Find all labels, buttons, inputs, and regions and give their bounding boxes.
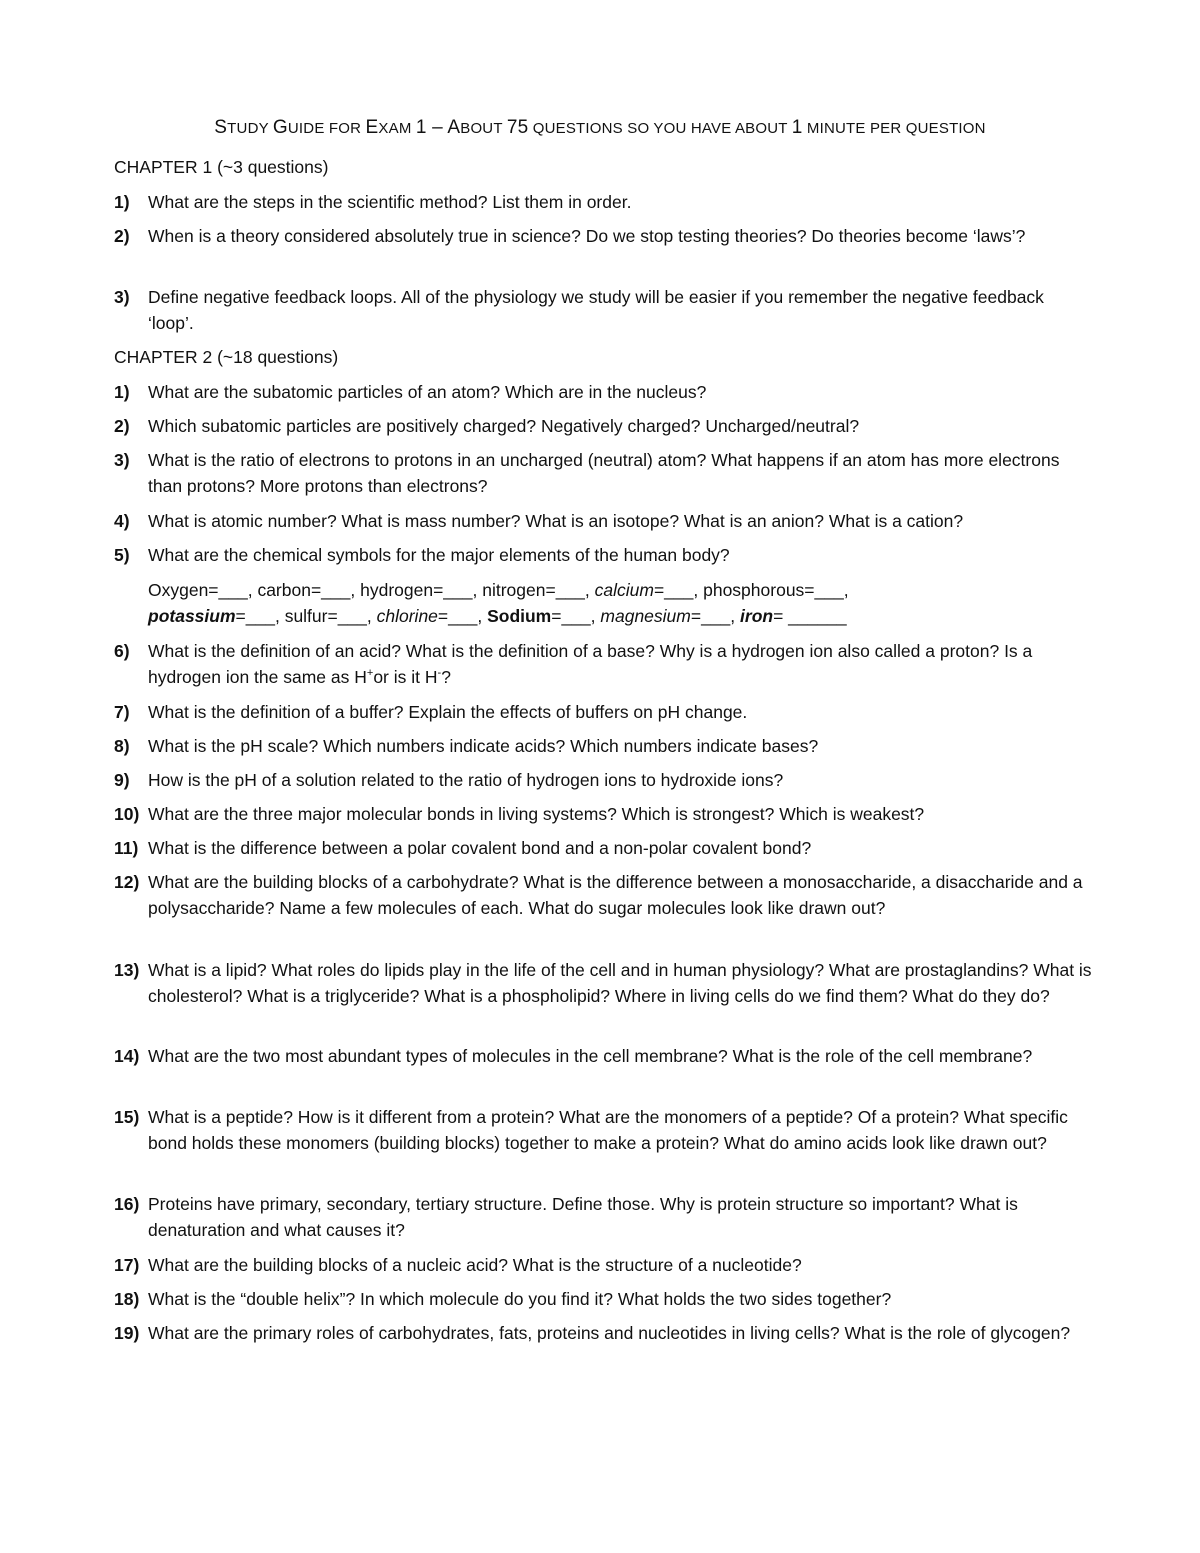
title-text: UIDE FOR (287, 120, 366, 137)
question-item (114, 284, 1094, 336)
question-number: 13) (114, 960, 140, 980)
question-text: What are the building blocks of a carbohydrate? What is the difference between a monosaccharide, a disaccharide and a polysaccharide? Name a few molecules of each. What do sugar molecules look like drawn out? (148, 872, 1083, 918)
question-number: 10) (114, 804, 140, 824)
question-item (114, 413, 1094, 439)
title-text: E (365, 117, 379, 138)
question-number: 1) (114, 192, 130, 212)
question-number: 17) (114, 1255, 140, 1275)
element-label: calcium (594, 580, 654, 600)
document-title (0, 117, 1200, 140)
question-item (114, 447, 1094, 499)
question-item (114, 869, 1094, 921)
question-text: What are the three major molecular bonds in living systems? Which is strongest? Which is weakest? (148, 804, 925, 824)
question-number: 2) (114, 416, 130, 436)
question-number: 11) (114, 838, 139, 858)
question-item (114, 638, 1094, 690)
superscript-minus: - (437, 667, 442, 680)
question-number: 12) (114, 872, 140, 892)
question-text: What is the pH scale? Which numbers indicate acids? Which numbers indicate bases? (148, 736, 819, 756)
title-text: – (426, 117, 448, 138)
question-number: 2) (114, 226, 130, 246)
question-text: What are the chemical symbols for the major elements of the human body? (148, 545, 730, 565)
title-text: 1 (791, 117, 803, 138)
title-text: S (214, 117, 228, 138)
element-blank: Oxygen=___, (148, 580, 258, 600)
question-item (114, 223, 1094, 249)
question-number: 14) (114, 1046, 140, 1066)
element-label: magnesium (600, 606, 691, 626)
question-number: 8) (114, 736, 130, 756)
question-text-part: What is the definition of an acid? What is the definition of a base? Why is a hydrogen ion also called a proton? Is a hydrogen ion the same as H (148, 641, 1033, 687)
question-text: Define negative feedback loops. All of the physiology we study will be easier if you remember the negative feedback ‘loop’. (148, 287, 1044, 333)
question-text: What are the subatomic particles of an atom? Which are in the nucleus? (148, 382, 707, 402)
element-blank: sulfur=___, (284, 606, 377, 626)
question-text: What are the two most abundant types of molecules in the cell membrane? What is the role of the cell membrane? (148, 1046, 1033, 1066)
element-blank: =___, (437, 606, 488, 626)
question-text: What are the building blocks of a nucleic acid? What is the structure of a nucleotide? (148, 1255, 802, 1275)
question-text: When is a theory considered absolutely true in science? Do we stop testing theories? Do theories become ‘laws’? (148, 226, 1026, 246)
title-text: MINUTE PER QUESTION (802, 120, 986, 137)
element-label: potassium (148, 606, 236, 626)
question-item (114, 1043, 1094, 1069)
question-text: What is a lipid? What roles do lipids play in the life of the cell and in human physiology? What are prostaglandins? What is cholesterol? What is a triglyceride? What is a phospholipid? Where in living cells do we find them? What do they do? (148, 960, 1092, 1006)
question-item (114, 1320, 1094, 1346)
element-label: Sodium (487, 606, 552, 626)
title-text: A (447, 117, 461, 138)
question-number: 4) (114, 511, 130, 531)
question-text: What is atomic number? What is mass number? What is an isotope? What is an anion? What is a cation? (148, 511, 964, 531)
question-text: What is the difference between a polar covalent bond and a non-polar covalent bond? (148, 838, 812, 858)
question-number: 9) (114, 770, 130, 790)
title-text: TUDY (227, 120, 273, 137)
question-item (114, 189, 1094, 215)
element-blank: =___, (690, 606, 741, 626)
superscript-plus: + (366, 667, 374, 680)
question-item (114, 1286, 1094, 1312)
question-item (114, 508, 1094, 534)
question-text-part: ? (441, 667, 451, 687)
question-item (114, 1104, 1094, 1156)
question-text: What is the ratio of electrons to protons in an uncharged (neutral) atom? What happens if an atom has more electrons than protons? More protons than electrons? (148, 450, 1060, 496)
question-number: 6) (114, 641, 130, 661)
question-text: Proteins have primary, secondary, tertiary structure. Define those. Why is protein structure so important? What is denaturation and what causes it? (148, 1194, 1018, 1240)
element-label: chlorine (376, 606, 438, 626)
question-number: 7) (114, 702, 130, 722)
title-text: 1 (415, 117, 427, 138)
question-number: 16) (114, 1194, 140, 1214)
question-number: 5) (114, 545, 130, 565)
element-blank: =___, (235, 606, 285, 626)
question-text-part: or is it H (373, 667, 438, 687)
question-item (114, 379, 1094, 405)
question-item (114, 1191, 1094, 1243)
title-text: G (272, 117, 288, 138)
element-blank: =___, (653, 580, 704, 600)
element-blank: carbon=___, (257, 580, 361, 600)
question-number: 15) (114, 1107, 140, 1127)
elements-fill-in (148, 577, 1088, 629)
question-number: 1) (114, 382, 130, 402)
question-text: What is a peptide? How is it different from a protein? What are the monomers of a peptide? Of a protein? What specific bond holds these monomers (building blocks) together to make a protein? What do amino acids look like drawn out? (148, 1107, 1068, 1153)
chapter-1-heading: CHAPTER 1 (~3 questions) (114, 157, 329, 177)
question-text: What is the definition of a buffer? Explain the effects of buffers on pH change. (148, 702, 748, 722)
element-blank: nitrogen=___, (482, 580, 595, 600)
title-text: 75 (506, 117, 529, 138)
question-item (114, 835, 1094, 861)
question-item (114, 957, 1094, 1009)
question-text: What are the steps in the scientific method? List them in order. (148, 192, 632, 212)
question-text: How is the pH of a solution related to the ratio of hydrogen ions to hydroxide ions? (148, 770, 784, 790)
element-blank: = ______ (773, 606, 847, 626)
question-item (114, 767, 1094, 793)
question-item (114, 733, 1094, 759)
title-text: BOUT (460, 120, 507, 137)
question-number: 19) (114, 1323, 140, 1343)
chapter-2-heading: CHAPTER 2 (~18 questions) (114, 347, 339, 367)
element-blank: =___, (551, 606, 601, 626)
question-number: 3) (114, 287, 130, 307)
question-text: What are the primary roles of carbohydrates, fats, proteins and nucleotides in living cells? What is the role of glycogen? (148, 1323, 1071, 1343)
element-blank: hydrogen=___, (360, 580, 483, 600)
question-text: Which subatomic particles are positively charged? Negatively charged? Uncharged/neutral? (148, 416, 860, 436)
title-text: XAM (378, 120, 416, 137)
element-blank: phosphorous=___, (703, 580, 849, 600)
question-item (114, 1252, 1094, 1278)
question-item (114, 699, 1094, 725)
question-item (114, 801, 1094, 827)
question-item (114, 542, 1094, 568)
title-text: QUESTIONS SO YOU HAVE ABOUT (528, 120, 792, 137)
element-label: iron (740, 606, 774, 626)
question-number: 3) (114, 450, 130, 470)
question-number: 18) (114, 1289, 140, 1309)
question-text: What is the “double helix”? In which molecule do you find it? What holds the two sides together? (148, 1289, 892, 1309)
question-text (148, 638, 1094, 690)
